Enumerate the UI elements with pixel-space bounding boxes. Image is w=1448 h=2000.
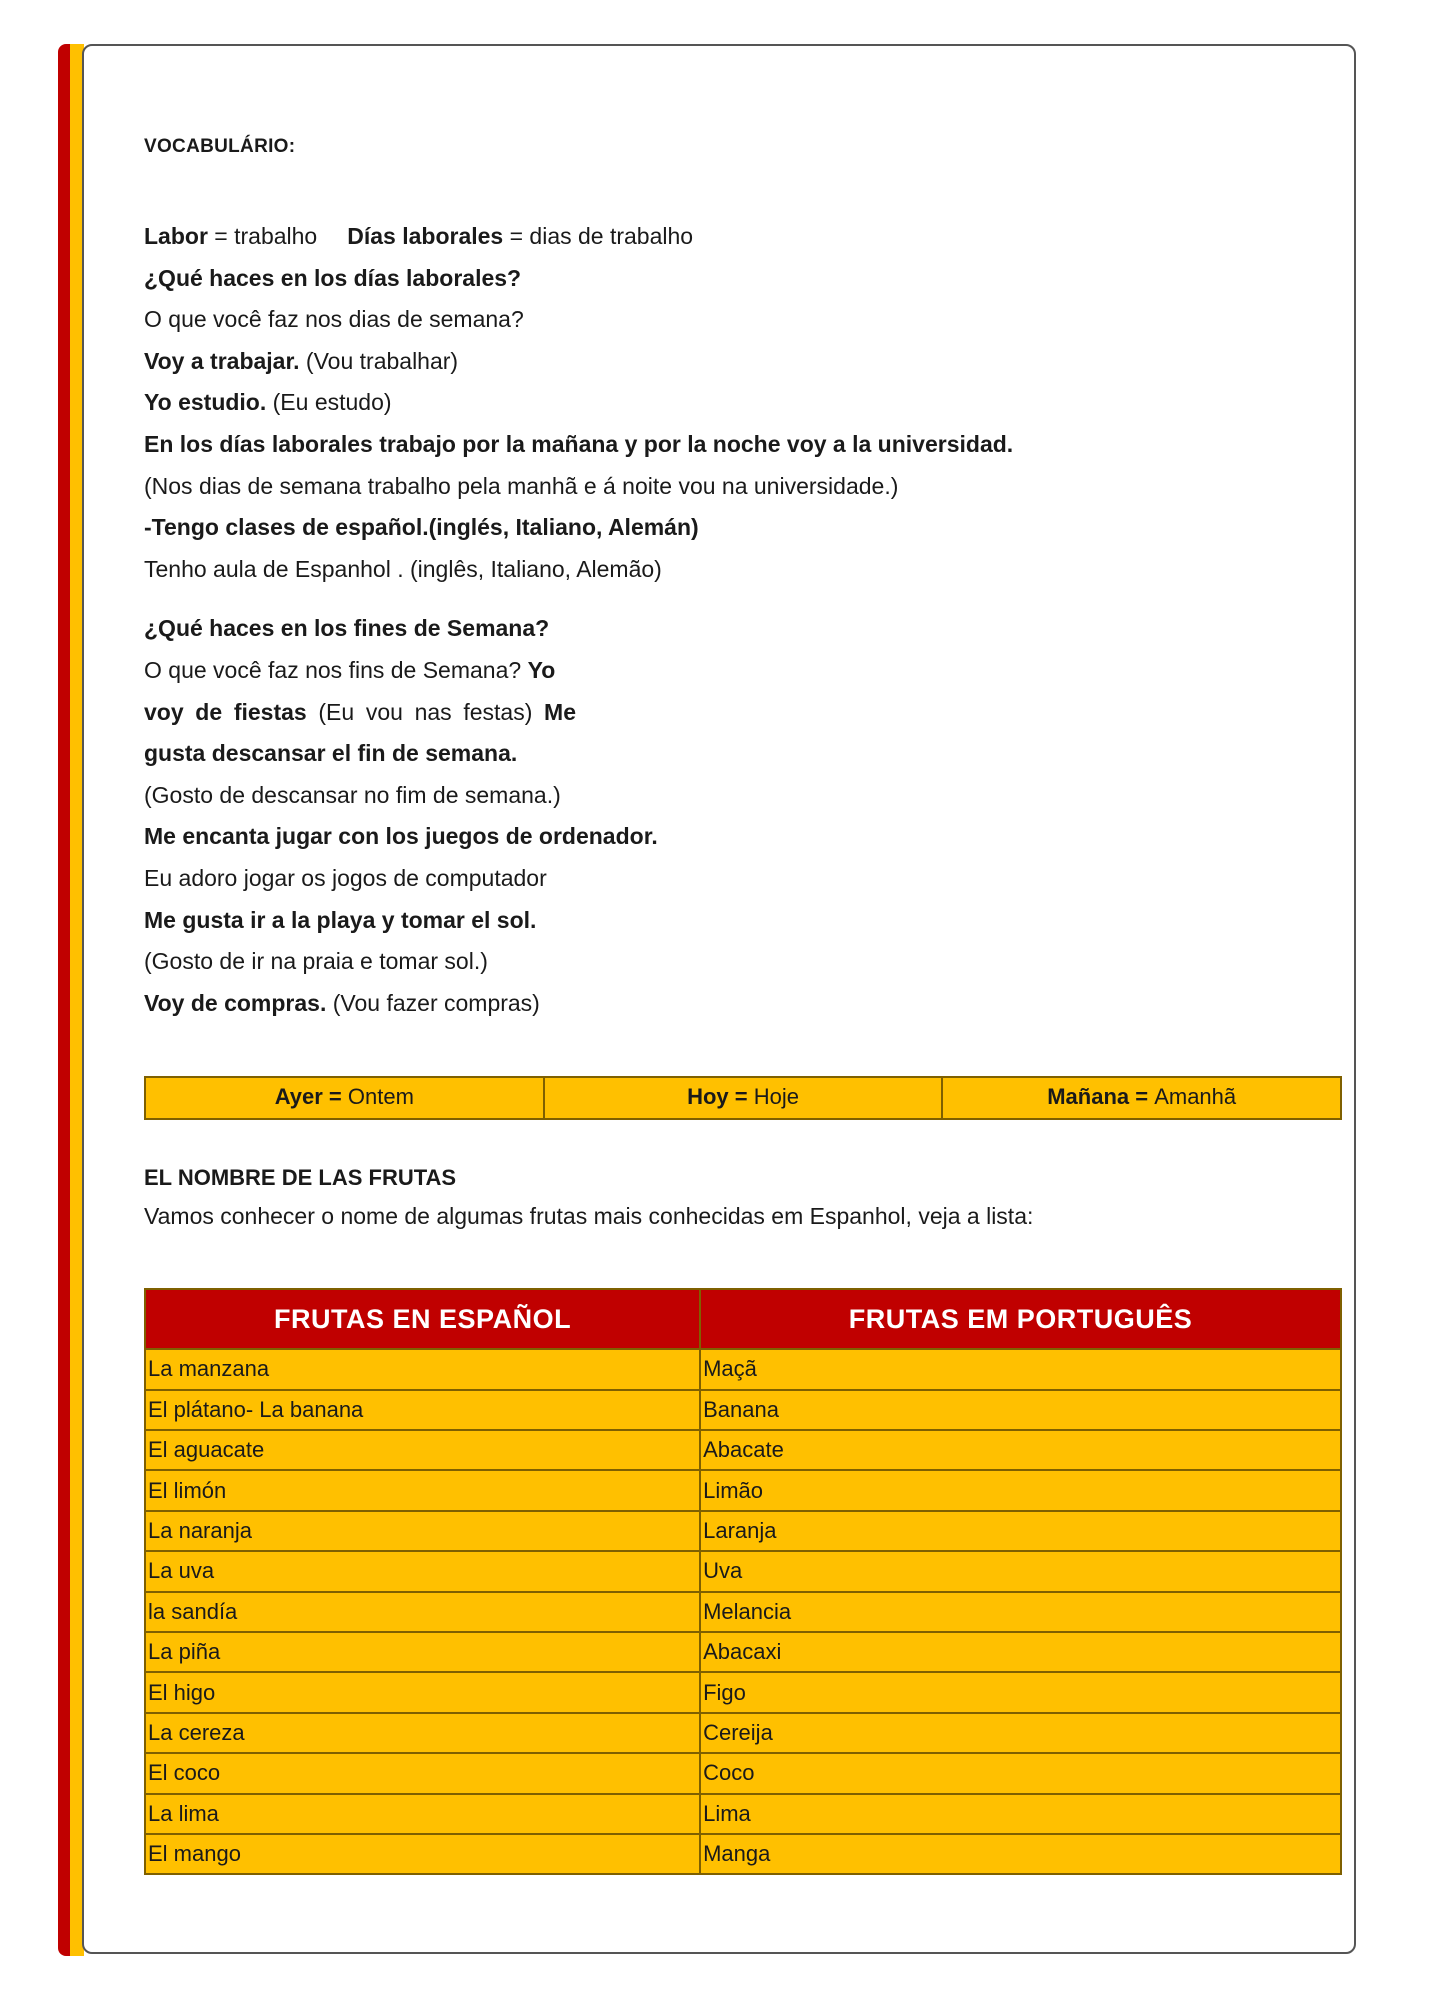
fruit-es: El coco (145, 1753, 700, 1793)
day-yesterday (146, 1078, 545, 1118)
question-weekend-pt: O que você faz nos fins de Semana? (144, 656, 528, 683)
fruit-pt: Coco (700, 1753, 1341, 1793)
table-row (145, 1672, 1341, 1712)
fruit-es: El mango (145, 1834, 700, 1874)
fruit-es: La lima (145, 1794, 700, 1834)
dias-pt: = dias de trabalho (503, 223, 694, 249)
header-portuguese: FRUTAS EM PORTUGUÊS (700, 1289, 1341, 1349)
fruit-pt: Melancia (700, 1592, 1341, 1632)
vocab-labor-line (144, 216, 1342, 258)
answer-parties-line (144, 692, 576, 734)
day-today (545, 1078, 944, 1118)
fruits-intro: Vamos conhecer o nome de algumas frutas mais conhecidas em Espanhol, veja a lista: (144, 1203, 1034, 1230)
day-yesterday-pt: Ontem (347, 1084, 414, 1110)
answer-study-pt: (Eu estudo) (266, 389, 392, 416)
days-table (144, 1076, 1342, 1120)
fruit-es: La piña (145, 1632, 700, 1672)
dias-es: Días laborales (347, 223, 504, 249)
table-row (145, 1753, 1341, 1793)
answer-classes-pt: Tenho aula de Espanhol . (inglês, Italiano, Alemão) (144, 555, 662, 582)
fruits-title: EL NOMBRE DE LAS FRUTAS (144, 1165, 457, 1191)
answer-study (144, 382, 1342, 424)
word-me: Me (544, 698, 576, 725)
vocab-heading: VOCABULÁRIO: (144, 136, 296, 157)
fruits-table (144, 1288, 1342, 1875)
table-row (145, 1592, 1341, 1632)
question-weekdays-pt: O que você faz nos dias de semana? (144, 306, 524, 333)
fruit-pt: Laranja (700, 1511, 1341, 1551)
day-tomorrow (943, 1078, 1340, 1118)
answer-shopping-es: Voy de compras. (144, 989, 327, 1016)
fruit-es: El aguacate (145, 1430, 700, 1470)
answer-rest-es: gusta descansar el fin de semana. (144, 740, 518, 767)
answer-games-es: Me encanta jugar con los juegos de ordenador. (144, 823, 658, 850)
answer-classes-es: -Tengo clases de español.(inglés, Italiano, Alemán) (144, 514, 699, 541)
answer-shopping-pt: (Vou fazer compras) (326, 989, 540, 1016)
answer-parties-es: voy de fiestas (144, 698, 307, 725)
table-row (145, 1551, 1341, 1591)
question-weekend-pt-line (144, 650, 1342, 692)
fruit-pt: Abacate (700, 1430, 1341, 1470)
table-row (145, 1349, 1341, 1389)
day-tomorrow-pt: Amanhã (1154, 1084, 1237, 1110)
table-row (145, 1713, 1341, 1753)
answer-shopping (144, 983, 1342, 1025)
labor-pt: = trabalho (207, 223, 318, 249)
word-yo: Yo (527, 656, 556, 683)
answer-university-es: En los días laborales trabajo por la mañana y por la noche voy a la universidad. (144, 430, 1014, 457)
fruit-pt: Cereija (700, 1713, 1341, 1753)
answer-beach-pt: (Gosto de ir na praia e tomar sol.) (144, 948, 488, 975)
table-row (145, 1390, 1341, 1430)
fruit-es: La naranja (145, 1511, 700, 1551)
fruits-header-row (145, 1289, 1341, 1349)
answer-parties-pt: (Eu vou nas festas) (306, 698, 545, 725)
document-page (82, 44, 1356, 1954)
fruit-pt: Abacaxi (700, 1632, 1341, 1672)
fruit-pt: Limão (700, 1470, 1341, 1510)
answer-study-es: Yo estudio. (144, 389, 267, 416)
answer-work (144, 341, 1342, 383)
day-today-es: Hoy = (687, 1084, 754, 1110)
fruit-es: El limón (145, 1470, 700, 1510)
page-content (144, 136, 1342, 1875)
day-yesterday-es: Ayer = (274, 1084, 348, 1110)
fruit-pt: Lima (700, 1794, 1341, 1834)
table-row (145, 1511, 1341, 1551)
day-tomorrow-es: Mañana = (1047, 1084, 1155, 1110)
fruit-pt: Banana (700, 1390, 1341, 1430)
labor-es: Labor (144, 223, 208, 249)
answer-work-es: Voy a trabajar. (144, 347, 300, 374)
fruit-es: El higo (145, 1672, 700, 1712)
answer-beach-es: Me gusta ir a la playa y tomar el sol. (144, 906, 537, 933)
table-row (145, 1632, 1341, 1672)
fruit-es: La manzana (145, 1349, 700, 1389)
fruit-pt: Uva (700, 1551, 1341, 1591)
fruit-es: El plátano- La banana (145, 1390, 700, 1430)
fruit-pt: Manga (700, 1834, 1341, 1874)
fruit-es: la sandía (145, 1592, 700, 1632)
question-weekdays-es: ¿Qué haces en los días laborales? (144, 264, 522, 291)
table-row (145, 1430, 1341, 1470)
day-today-pt: Hoje (753, 1084, 799, 1110)
answer-games-pt: Eu adoro jogar os jogos de computador (144, 864, 547, 891)
fruit-es: La cereza (145, 1713, 700, 1753)
header-spanish: FRUTAS EN ESPAÑOL (145, 1289, 700, 1349)
fruit-es: La uva (145, 1551, 700, 1591)
answer-work-pt: (Vou trabalhar) (299, 347, 459, 374)
fruit-pt: Maçã (700, 1349, 1341, 1389)
answer-university-pt: (Nos dias de semana trabalho pela manhã e á noite vou na universidade.) (144, 472, 899, 499)
table-row (145, 1834, 1341, 1874)
table-row (145, 1470, 1341, 1510)
fruit-pt: Figo (700, 1672, 1341, 1712)
answer-rest-pt: (Gosto de descansar no fim de semana.) (144, 781, 561, 808)
question-weekend-es: ¿Qué haces en los fines de Semana? (144, 615, 550, 642)
table-row (145, 1794, 1341, 1834)
